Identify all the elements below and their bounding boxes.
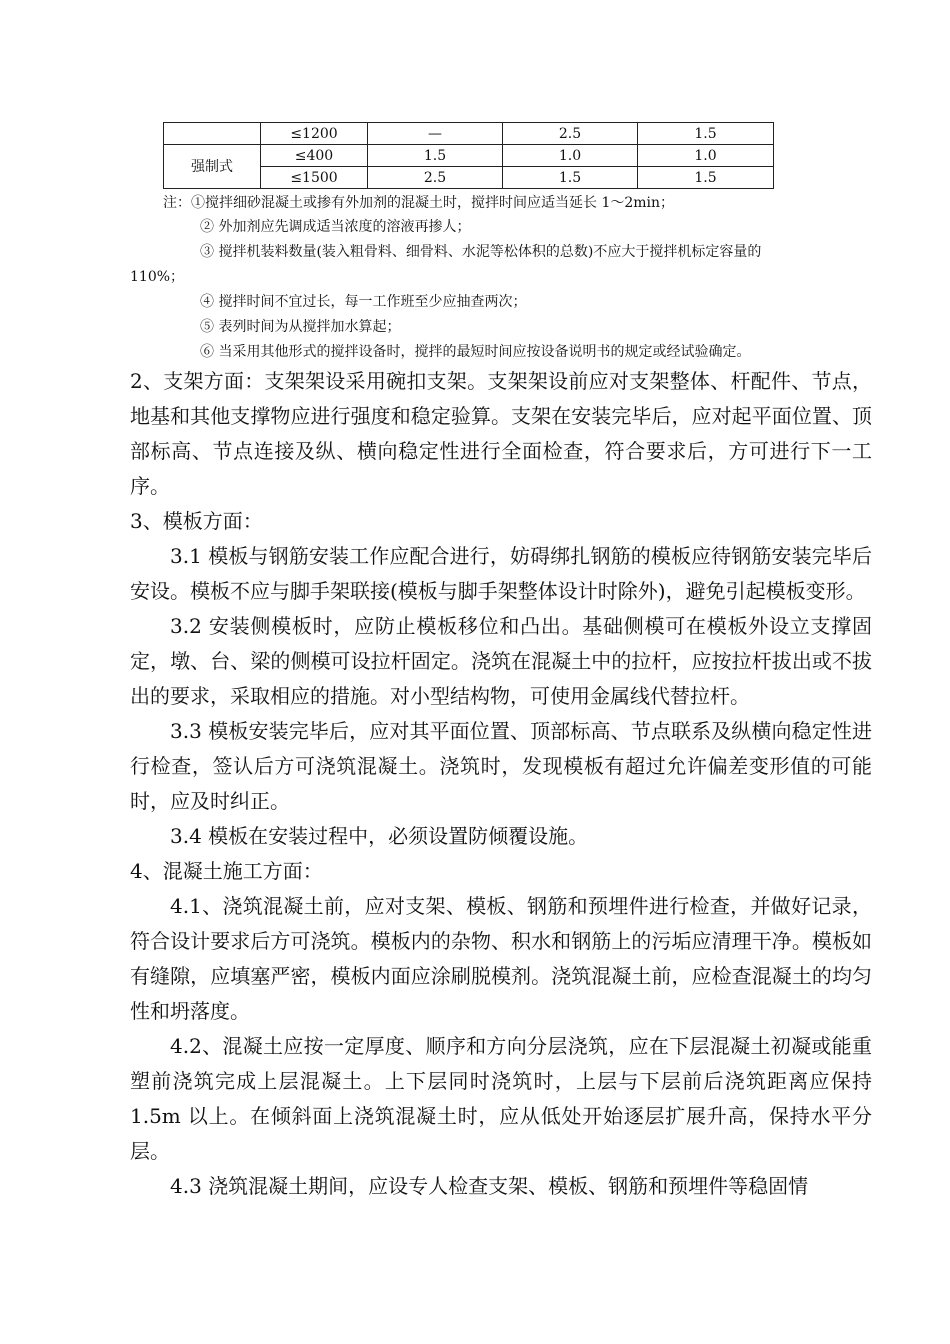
table-cell-capacity: ≤1500 (261, 167, 368, 189)
section-3-4: 3.4 模板在安装过程中，必须设置防倾覆设施。 (170, 824, 589, 848)
table-cell-value: 1.0 (638, 145, 774, 167)
table-note-4: ④ 搅拌时间不宜过长，每一工作班至少应抽查两次； (200, 294, 527, 310)
section-3-2: 3.2 安装侧模板时，应防止模板移位和凸出。基础侧模可在模板外设立支撑固定，墩、台、梁的侧模可设拉杆固定。浇筑在混凝土中的拉杆，应按拉杆拔出或不拔出的要求，采取相应的措施。对小型结构物，可使用金属线代替拉杆。 (130, 614, 872, 708)
table-note-1: 注：①搅拌细砂混凝土或掺有外加剂的混凝土时，搅拌时间应适当延长 1～2min； (163, 195, 675, 211)
section-3-title: 3、模板方面： (130, 509, 263, 533)
section-3-3: 3.3 模板安装完毕后，应对其平面位置、顶部标高、节点联系及纵横向稳定性进行检查，签认后方可浇筑混凝土。浇筑时，发现模板有超过允许偏差变形值的可能时，应及时纠正。 (130, 719, 872, 813)
table-cell-capacity: ≤1200 (261, 123, 368, 145)
section-4-title: 4、混凝土施工方面： (130, 859, 323, 883)
table-cell-type: 强制式 (164, 145, 261, 189)
table-note-2: ② 外加剂应先调成适当浓度的溶液再掺人； (200, 219, 471, 235)
table-cell-value: 1.0 (503, 145, 638, 167)
section-4-2: 4.2、混凝土应按一定厚度、顺序和方向分层浇筑，应在下层混凝土初凝或能重塑前浇筑完成上层混凝土。上下层同时浇筑时，上层与下层前后浇筑距离应保持 1.5m 以上。在倾斜面上浇筑混凝土时，应从低处开始逐层扩展升高，保持水平分层。 (130, 1034, 872, 1163)
section-4-1: 4.1、浇筑混凝土前，应对支架、模板、钢筋和预埋件进行检查，并做好记录，符合设计要求后方可浇筑。模板内的杂物、积水和钢筋上的污垢应清理干净。模板如有缝隙，应填塞严密，模板内面应涂刷脱模剂。浇筑混凝土前，应检查混凝土的均匀性和坍落度。 (130, 894, 872, 1023)
table-note-3: ③ 搅拌机装料数量(装入粗骨料、细骨料、水泥等松体积的总数)不应大于搅拌机标定容量的 (200, 244, 762, 260)
table-cell-value: 1.5 (503, 167, 638, 189)
table-cell-type (164, 123, 261, 145)
table-note-5: ⑤ 表列时间为从搅拌加水算起； (200, 319, 401, 335)
table-cell-value: — (368, 123, 503, 145)
table-row (164, 145, 774, 167)
table-cell-value: 1.5 (638, 167, 774, 189)
table-cell-value: 1.5 (638, 123, 774, 145)
table-note-6: ⑥ 当采用其他形式的搅拌设备时，搅拌的最短时间应按设备说明书的规定或经试验确定。 (200, 344, 751, 360)
section-4-3: 4.3 浇筑混凝土期间，应设专人检查支架、模板、钢筋和预埋件等稳固情 (170, 1174, 809, 1198)
table-cell-value: 1.5 (368, 145, 503, 167)
document-body (130, 364, 872, 1204)
table-row (164, 123, 774, 145)
section-3-1: 3.1 模板与钢筋安装工作应配合进行，妨碍绑扎钢筋的模板应待钢筋安装完毕后安设。模板不应与脚手架联接(模板与脚手架整体设计时除外)，避免引起模板变形。 (130, 544, 872, 603)
mixing-time-table (163, 122, 774, 189)
table-cell-value: 2.5 (368, 167, 503, 189)
table-note-3-cont: 110%； (130, 269, 185, 285)
table-cell-capacity: ≤400 (261, 145, 368, 167)
table-cell-value: 2.5 (503, 123, 638, 145)
section-2-support: 2、支架方面：支架架设采用碗扣支架。支架架设前应对支架整体、杆配件、节点，地基和其他支撑物应进行强度和稳定验算。支架在安装完毕后，应对起平面位置、顶部标高、节点连接及纵、横向稳定性进行全面检查，符合要求后，方可进行下一工序。 (130, 369, 872, 498)
